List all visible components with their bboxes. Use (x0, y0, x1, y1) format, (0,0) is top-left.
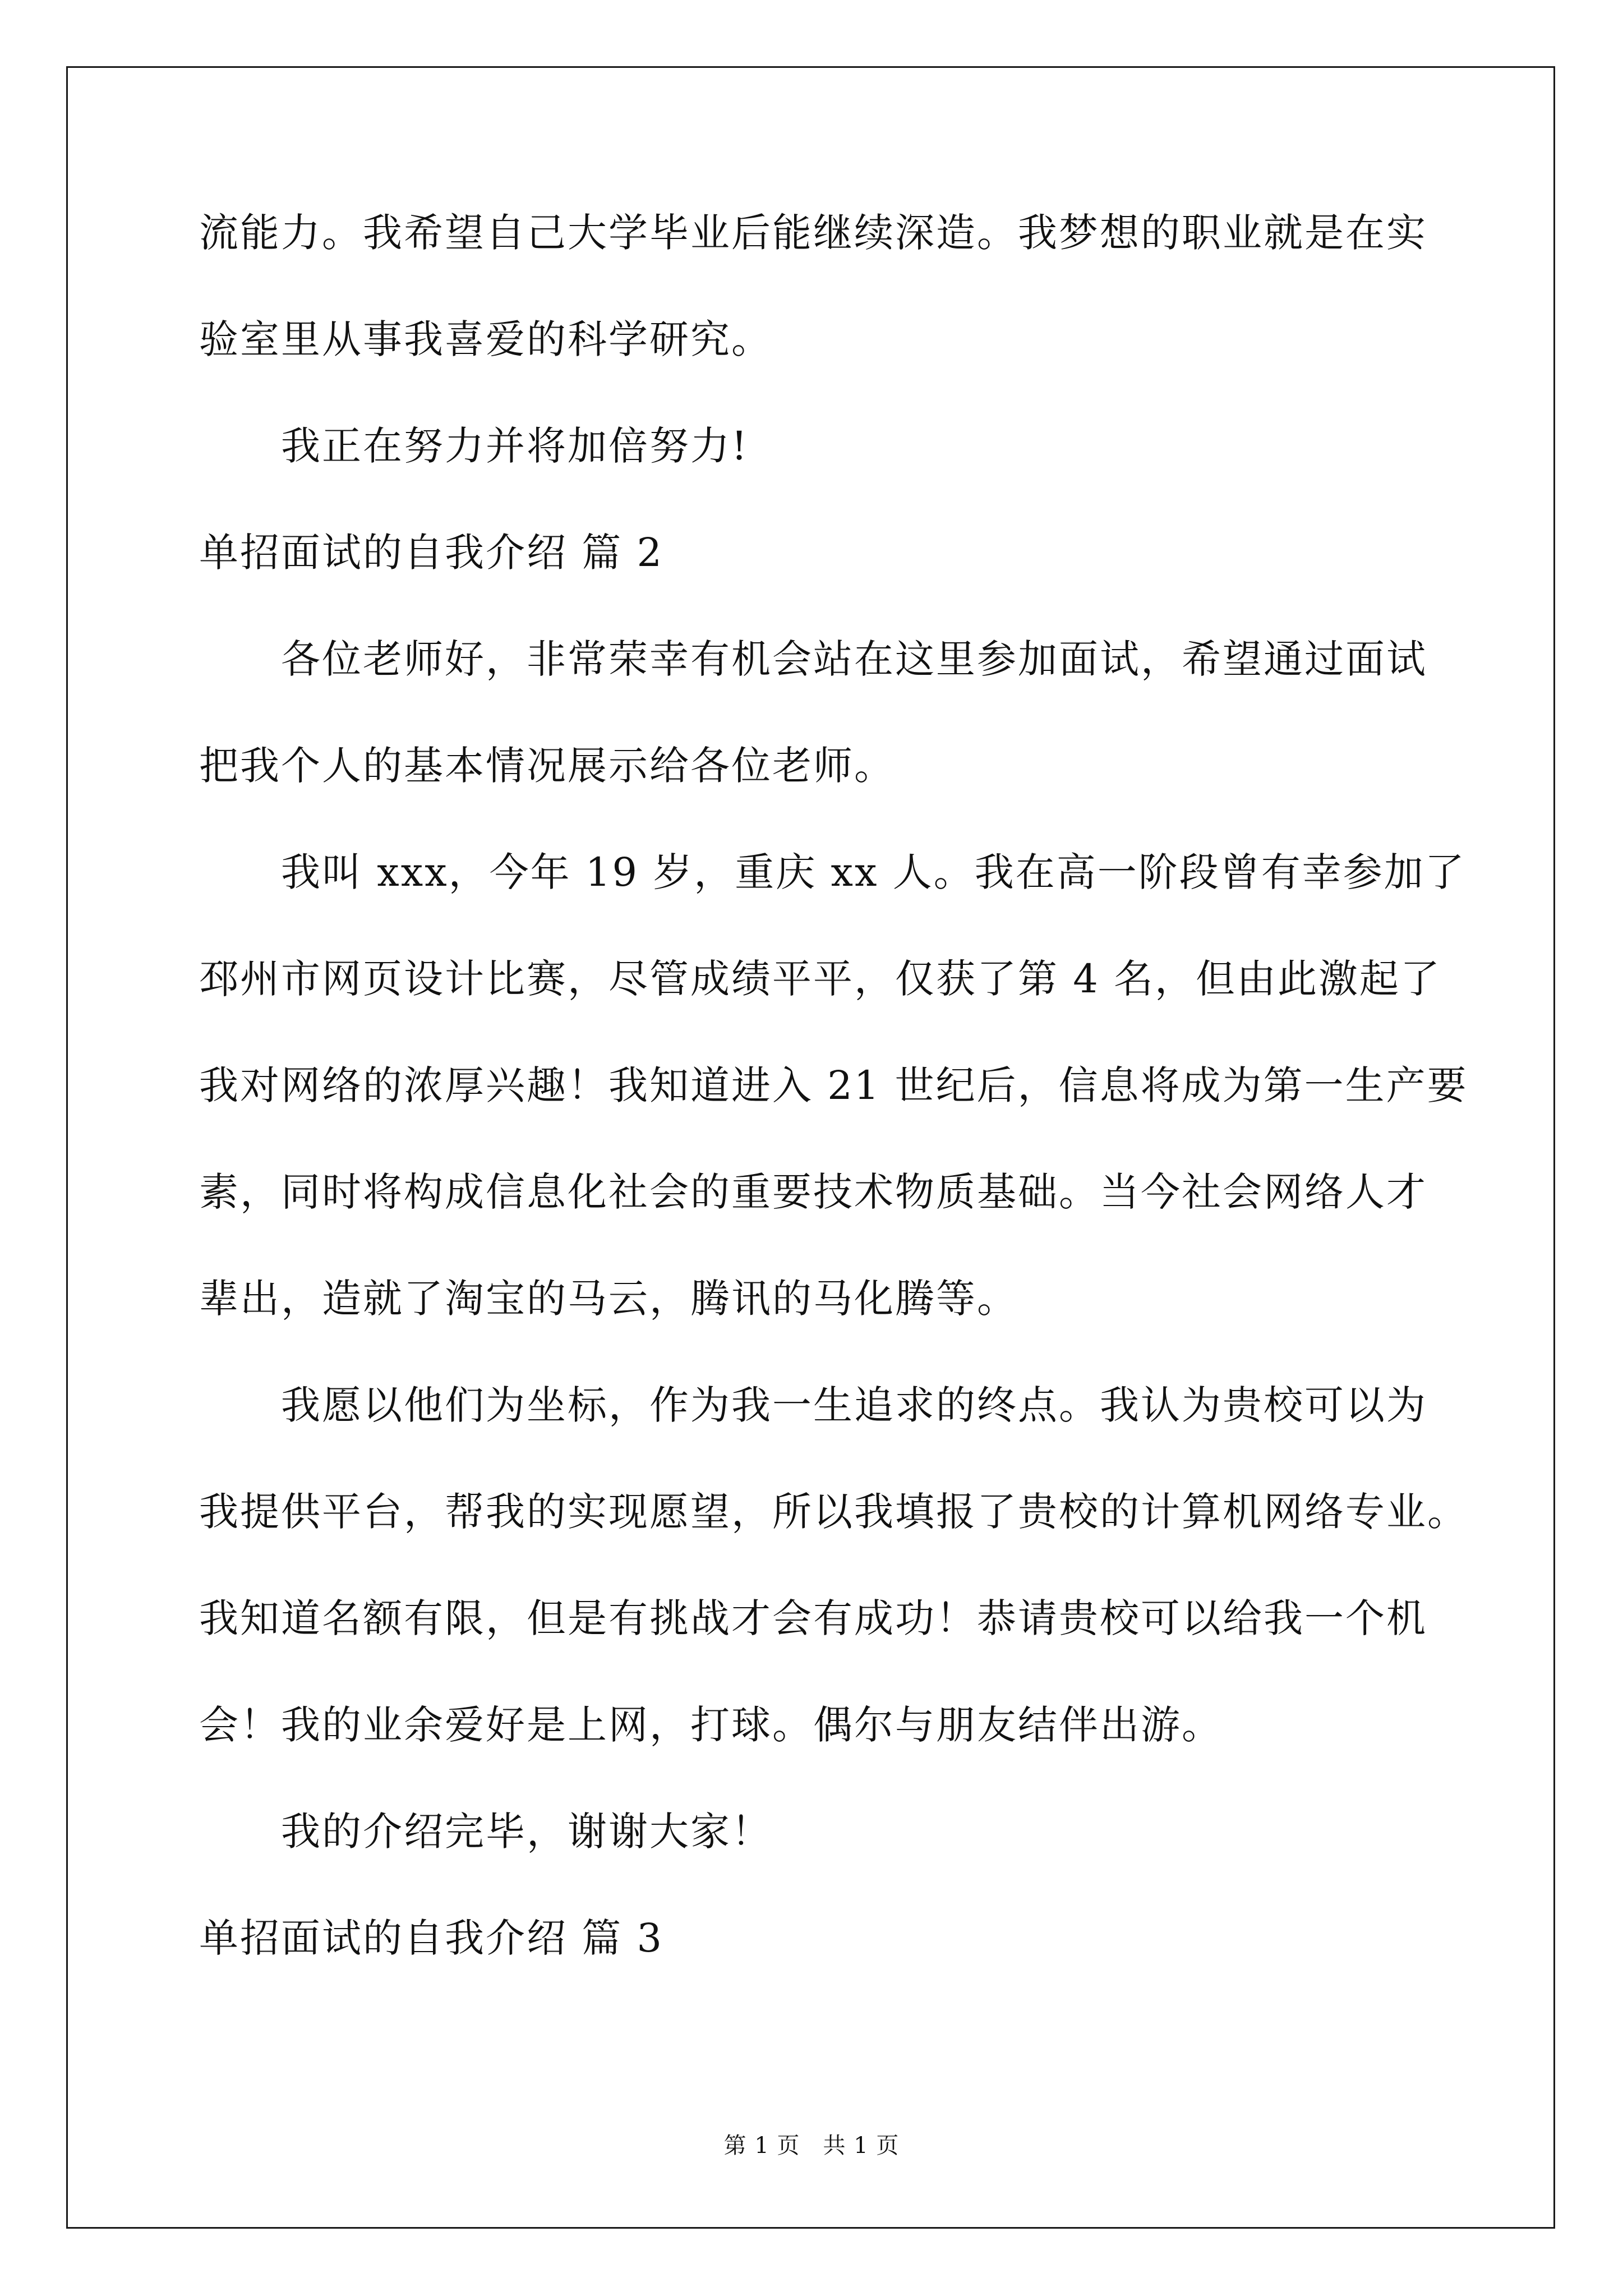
body-line: 流能力。我希望自己大学毕业后能继续深造。我梦想的职业就是在实 (199, 210, 1427, 256)
body-line: 我提供平台，帮我的实现愿望，所以我填报了贵校的计算机网络专业。 (199, 1489, 1468, 1535)
body-line: 邳州市网页设计比赛，尽管成绩平平，仅获了第 4 名，但由此激起了 (199, 956, 1442, 1002)
section-heading: 单招面试的自我介绍 篇 2 (199, 530, 664, 576)
body-line: 把我个人的基本情况展示给各位老师。 (199, 743, 895, 789)
section-heading: 单招面试的自我介绍 篇 3 (199, 1915, 664, 1961)
body-line: 会！我的业余爱好是上网，打球。偶尔与朋友结伴出游。 (199, 1702, 1223, 1748)
body-line: 我叫 xxx，今年 19 岁，重庆 xx 人。我在高一阶段曾有幸参加了 (281, 849, 1466, 895)
body-line: 验室里从事我喜爱的科学研究。 (199, 316, 772, 362)
body-line: 各位老师好，非常荣幸有机会站在这里参加面试，希望通过面试 (281, 636, 1427, 682)
body-line: 我知道名额有限，但是有挑战才会有成功！恭请贵校可以给我一个机 (199, 1595, 1427, 1641)
body-line: 我的介绍完毕，谢谢大家！ (281, 1809, 772, 1855)
page-footer: 第 1 页 共 1 页 (723, 2133, 900, 2159)
body-line: 辈出，造就了淘宝的马云，腾讯的马化腾等。 (199, 1276, 1018, 1322)
body-line: 素，同时将构成信息化社会的重要技术物质基础。当今社会网络人才 (199, 1169, 1427, 1215)
body-line: 我愿以他们为坐标，作为我一生追求的终点。我认为贵校可以为 (281, 1382, 1427, 1428)
page-border (66, 66, 1555, 2229)
body-line: 我对网络的浓厚兴趣！我知道进入 21 世纪后，信息将成为第一生产要 (199, 1062, 1468, 1108)
body-line: 我正在努力并将加倍努力! (281, 423, 749, 469)
